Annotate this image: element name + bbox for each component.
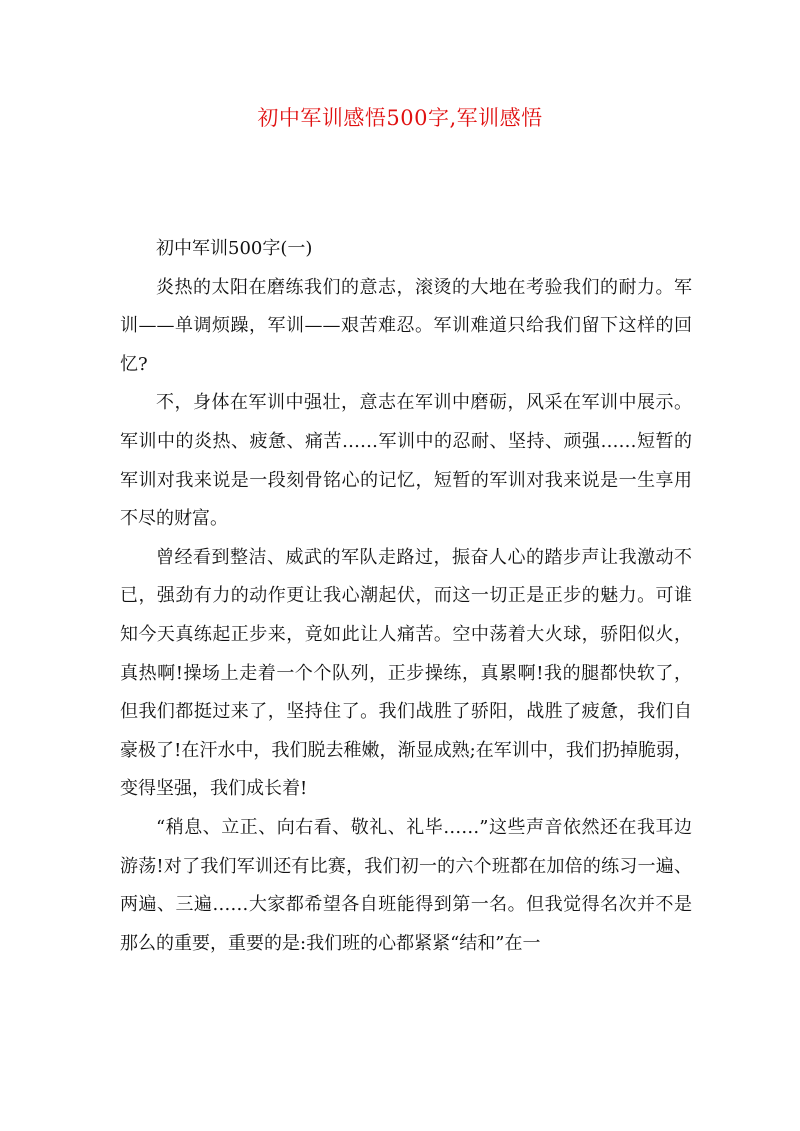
document-title: 初中军训感悟500字,军训感悟 (257, 106, 543, 130)
paragraph-3: 曾经看到整洁、威武的军队走路过，振奋人心的踏步声让我激动不已，强劲有力的动作更让我心潮起伏，而这一切正是正步的魅力。可谁知今天真练起正步来，竟如此让人痛苦。空中荡着大火球，骄阳似火，真热啊!操场上走着一个个队列，正步操练，真累啊!我的腿都快软了，但我们都挺过来了，坚持住了。我们战胜了骄阳，战胜了疲惫，我们自豪极了!在汗水中，我们脱去稚嫩，渐显成熟;在军训中，我们扔掉脆弱，变得坚强，我们成长着! (120, 546, 692, 800)
paragraph-1: 炎热的太阳在磨练我们的意志，滚烫的大地在考验我们的耐力。军训——单调烦躁，军训——艰苦难忍。军训难道只给我们留下这样的回忆? (120, 276, 692, 375)
paragraph-2: 不，身体在军训中强壮，意志在军训中磨砺，风采在军训中展示。军训中的炎热、疲惫、痛苦……军训中的忍耐、坚持、顽强……短暂的军训对我来说是一段刻骨铭心的记忆，短暂的军训对我来说是一生享用不尽的财富。 (120, 392, 692, 530)
section-heading: 初中军训500字(一) (156, 238, 313, 259)
paragraph-4: “稍息、立正、向右看、敬礼、礼毕……”这些声音依然还在我耳边游荡!对了我们军训还有比赛，我们初一的六个班都在加倍的练习一遍、两遍、三遍……大家都希望各自班能得到第一名。但我觉得名次并不是那么的重要，重要的是:我们班的心都紧紧“结和”在一 (120, 816, 692, 954)
document-body (120, 230, 692, 963)
